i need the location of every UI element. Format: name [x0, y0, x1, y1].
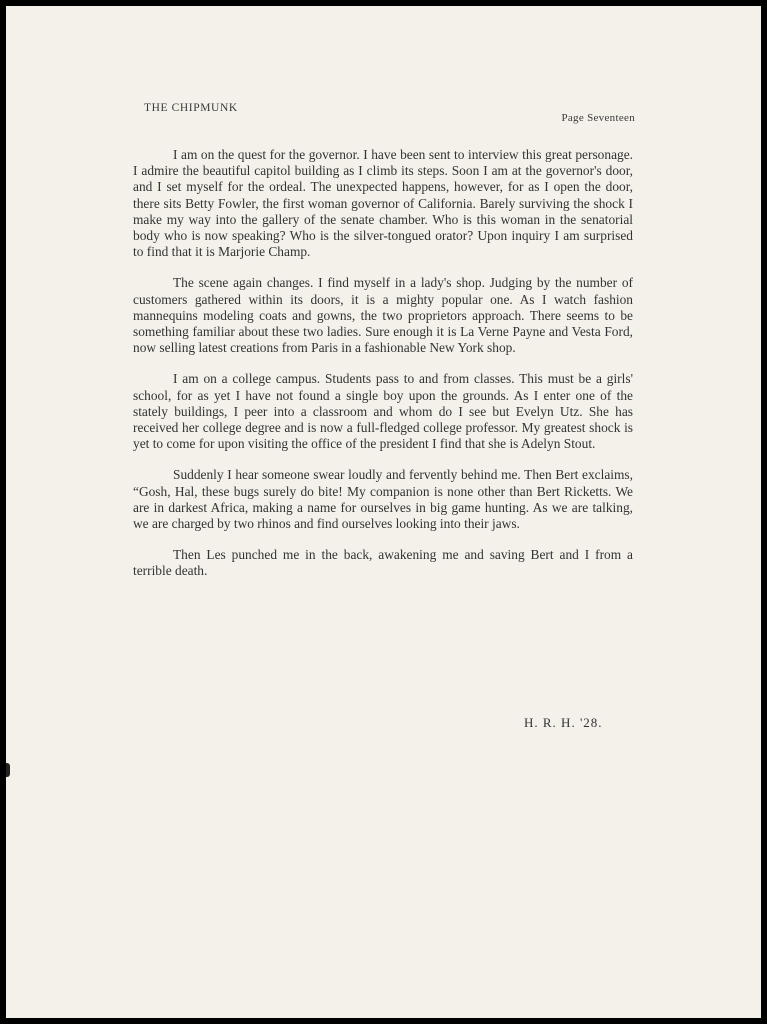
article-body	[133, 147, 633, 595]
paragraph: Then Les punched me in the back, awakening me and saving Bert and I from a terrible death.	[133, 547, 633, 579]
paragraph: Suddenly I hear someone swear loudly and fervently behind me. Then Bert exclaims, “Gosh, Hal, these bugs surely do bite! My companion is none other than Bert Ricketts. We are in darkest Africa, making a name for ourselves in big game hunting. As we are talking, we are charged by two rhinos and find ourselves looking into their jaws.	[133, 467, 633, 532]
page-number: Page Seventeen	[561, 112, 635, 124]
publication-title: THE CHIPMUNK	[144, 102, 238, 114]
paragraph: The scene again changes. I find myself in a lady's shop. Judging by the number of customers gathered within its doors, it is a mighty popular one. As I watch fashion mannequins modeling coats and gowns, the two proprietors approach. There seems to be something familiar about these two ladies. Sure enough it is La Verne Payne and Vesta Ford, now selling latest creations from Paris in a fashionable New York shop.	[133, 275, 633, 356]
binding-mark	[6, 763, 10, 777]
author-signature: H. R. H. '28.	[524, 715, 603, 730]
document-page	[6, 6, 761, 1018]
paragraph: I am on the quest for the governor. I have been sent to interview this great personage. I admire the beautiful capitol building as I climb its steps. Soon I am at the governor's door, and I set myself for the ordeal. The unexpected happens, however, for as I open the door, there sits Betty Fowler, the first woman governor of California. Barely surviving the shock I make my way into the gallery of the senate chamber. Who is this woman in the senatorial body who is now speaking? Who is the silver-tongued orator? Upon inquiry I am surprised to find that it is Marjorie Champ.	[133, 147, 633, 260]
paragraph: I am on a college campus. Students pass to and from classes. This must be a girls' school, for as yet I have not found a single boy upon the grounds. As I enter one of the stately buildings, I peer into a classroom and whom do I see but Evelyn Utz. She has received her college degree and is now a full-fledged college professor. My greatest shock is yet to come for upon visiting the office of the president I find that she is Adelyn Stout.	[133, 371, 633, 452]
